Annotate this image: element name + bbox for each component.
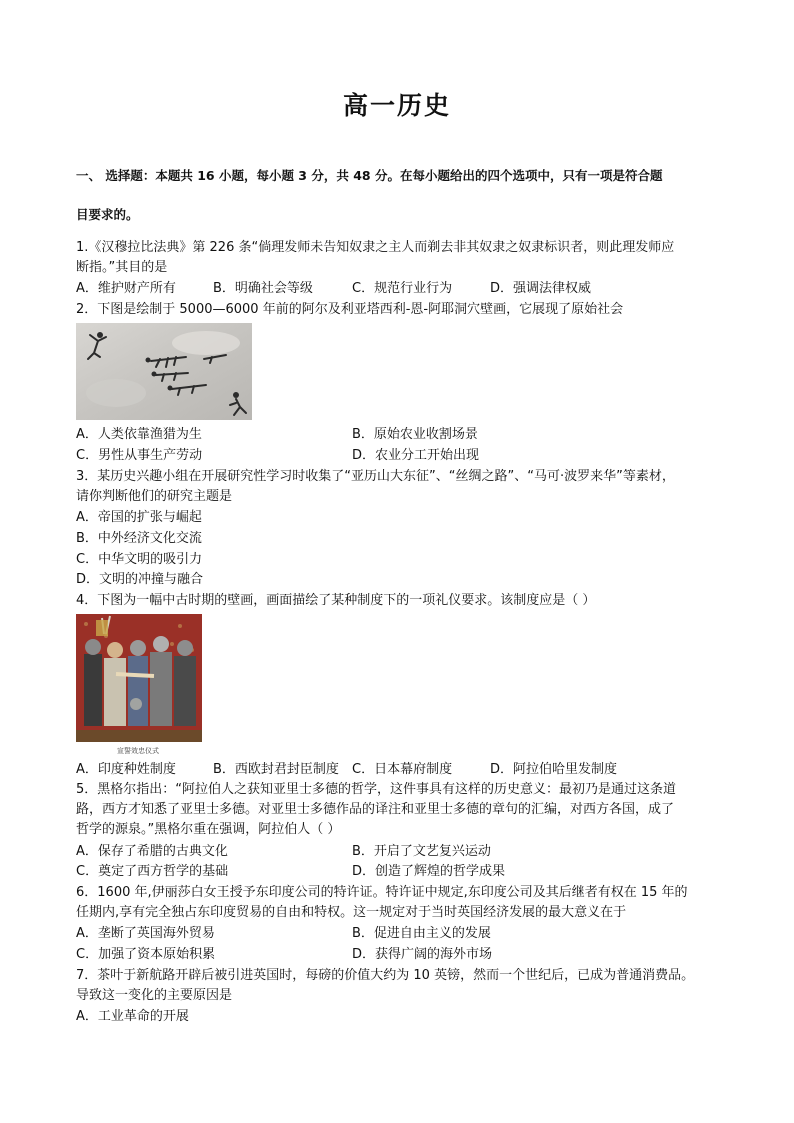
question-1-option-a: A．维护财产所有 (76, 281, 176, 296)
question-2-option-c: C．男性从事生产劳动 (76, 448, 203, 463)
question-5-stem: 路，西方才知悉了亚里士多德。对亚里士多德作品的译注和亚里士多德的章句的汇编，对西方各国，成了 (76, 802, 675, 817)
question-5-stem: 哲学的源泉。”黑格尔重在强调，阿拉伯人（ ） (76, 822, 341, 837)
question-3-option-b: B．中外经济文化交流 (76, 531, 202, 546)
question-4-option-d: D．阿拉伯哈里发制度 (490, 762, 618, 777)
question-5-option-d: D．创造了辉煌的哲学成果 (352, 864, 506, 879)
question-1-stem: 1.《汉穆拉比法典》第 226 条“倘理发师未告知奴隶之主人而剃去非其奴隶之奴隶标识者，则此理发师应 (76, 240, 675, 255)
question-2-option-d: D．农业分工开始出现 (352, 448, 480, 463)
question-7-option-a: A．工业革命的开展 (76, 1009, 189, 1024)
cave-painting-image (76, 323, 252, 420)
question-2-option-a: A．人类依靠渔猎为生 (76, 427, 202, 442)
question-4-option-c: C．日本幕府制度 (352, 762, 453, 777)
medieval-mural-image (76, 614, 202, 742)
question-3-stem: 请你判断他们的研究主题是 (76, 489, 233, 504)
question-3-option-d: D．文明的冲撞与融合 (76, 572, 204, 587)
question-6-option-a: A．垄断了英国海外贸易 (76, 926, 215, 941)
question-3-option-a: A．帝国的扩张与崛起 (76, 510, 202, 525)
section-heading-line: 目要求的。 (76, 207, 139, 222)
question-5-option-a: A．保存了希腊的古典文化 (76, 844, 228, 859)
question-7-stem: 导致这一变化的主要原因是 (76, 988, 233, 1003)
question-1-option-c: C．规范行业行为 (352, 281, 453, 296)
question-5-option-c: C．奠定了西方哲学的基础 (76, 864, 229, 879)
section-heading (76, 165, 726, 226)
question-6-stem: 6．1600 年,伊丽莎白女王授予东印度公司的特许证。特许证中规定,东印度公司及其后继者有权在 15 年的 (76, 885, 688, 900)
question-6-option-b: B．促进自由主义的发展 (352, 926, 491, 941)
question-6-option-d: D．获得广阔的海外市场 (352, 947, 493, 962)
question-2-option-b: B．原始农业收割场景 (352, 427, 478, 442)
question-2-stem: 2．下图是绘制于 5000—6000 年前的阿尔及利亚塔西利-恩-阿耶洞穴壁画，它展现了原始社会 (76, 302, 624, 317)
question-4-option-b: B．西欧封君封臣制度 (213, 762, 339, 777)
question-3-stem: 3．某历史兴趣小组在开展研究性学习时收集了“亚历山大东征”、“丝绸之路”、“马可·波罗来华”等素材， (76, 469, 675, 484)
page-title: 高一历史 (342, 91, 451, 120)
question-3-option-c: C．中华文明的吸引力 (76, 552, 203, 567)
question-6-stem: 任期内,享有完全独占东印度贸易的自由和特权。这一规定对于当时英国经济发展的最大意义在于 (76, 905, 627, 920)
image-caption: 宣誓效忠仪式 (117, 747, 159, 755)
question-6-option-c: C．加强了资本原始积累 (76, 947, 216, 962)
question-5-stem: 5．黑格尔指出：“阿拉伯人之获知亚里士多德的哲学，这件事具有这样的历史意义：最初乃是通过这条道 (76, 782, 677, 797)
question-7-stem: 7．茶叶于新航路开辟后被引进英国时，每磅的价值大约为 10 英镑，然而一个世纪后，已成为普通消费品。 (76, 968, 695, 983)
question-5-option-b: B．开启了文艺复兴运动 (352, 844, 491, 859)
question-1-option-b: B．明确社会等级 (213, 281, 313, 296)
question-1-option-d: D．强调法律权威 (490, 281, 592, 296)
question-1-stem: 断指。”其目的是 (76, 260, 168, 275)
question-4-option-a: A．印度种姓制度 (76, 762, 176, 777)
section-heading-line: 一、 选择题：本题共 16 小题，每小题 3 分，共 48 分。在每小题给出的四个选项中，只有一项是符合题 (76, 168, 663, 183)
question-4-stem: 4．下图为一幅中古时期的壁画，画面描绘了某种制度下的一项礼仪要求。该制度应是（ ） (76, 593, 596, 608)
